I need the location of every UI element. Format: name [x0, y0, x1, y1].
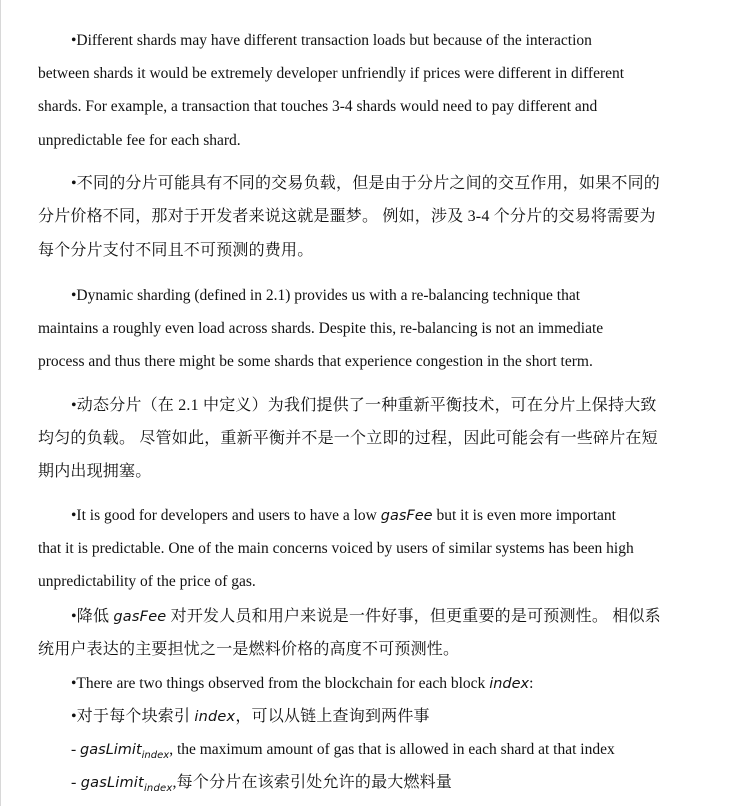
- math-index: index: [489, 676, 530, 692]
- paragraph-line: 统用户表达的主要担忧之一是燃料价格的高度不可预测性。: [38, 641, 460, 658]
- text-run: but it is even more important: [432, 507, 616, 524]
- paragraph-line: •Dynamic sharding (defined in 2.1) provides us with a re-balancing technique that: [71, 287, 581, 304]
- paragraph-line: 分片价格不同，那对于开发者来说这就是噩梦。 例如，涉及 3-4 个分片的交易将需要为: [38, 208, 656, 225]
- math-base: gasLimit: [80, 742, 142, 758]
- paragraph-line: unpredictability of the price of gas.: [38, 573, 256, 590]
- text-run: :: [529, 675, 534, 692]
- math-gasfee: gasFee: [380, 508, 433, 524]
- paragraph-line: shards. For example, a transaction that touches 3-4 shards would need to pay different and: [38, 98, 598, 115]
- text-run: -: [71, 741, 81, 758]
- paragraph-line: •动态分片（在 2.1 中定义）为我们提供了一种重新平衡技术，可在分片上保持大致: [71, 397, 657, 414]
- text-run: ，可以从链上查询到两件事: [235, 708, 430, 725]
- paragraph-line: process and thus there might be some shards that experience congestion in the short term.: [38, 353, 593, 370]
- paragraph-line: [71, 673, 533, 695]
- math-gasfee: gasFee: [113, 609, 167, 625]
- text-run: ,每个分片在该索引处允许的最大燃料量: [172, 774, 453, 791]
- paragraph-line: •不同的分片可能具有不同的交易负载，但是由于分片之间的交互作用，如果不同的: [71, 175, 661, 192]
- paragraph-line: maintains a roughly even load across shards. Despite this, re-balancing is not an immediate: [38, 320, 604, 337]
- paragraph-line: [71, 739, 615, 761]
- paragraph-line: unpredictable fee for each shard.: [38, 132, 241, 149]
- paragraph-line: 期内出现拥塞。: [38, 463, 152, 480]
- paragraph-line: 均匀的负载。 尽管如此，重新平衡并不是一个立即的过程，因此可能会有一些碎片在短: [38, 430, 658, 447]
- paragraph-line: [71, 606, 661, 628]
- text-run: -: [71, 774, 81, 791]
- paragraph-line: [71, 706, 430, 728]
- text-run: •It is good for developers and users to have a low: [71, 507, 381, 524]
- text-run: •降低: [71, 608, 114, 625]
- paragraph-line: 每个分片支付不同且不可预测的费用。: [38, 242, 314, 259]
- text-run: •There are two things observed from the blockchain for each block: [71, 675, 490, 692]
- math-gaslimit: [80, 775, 173, 794]
- page-edge: [0, 0, 1, 806]
- text-run: •对于每个块索引: [71, 708, 195, 725]
- text-run: , the maximum amount of gas that is allowed in each shard at that index: [169, 741, 615, 758]
- paragraph-line: [71, 772, 452, 794]
- math-index: index: [194, 709, 236, 725]
- paragraph-line: •Different shards may have different transaction loads but because of the interaction: [71, 32, 592, 49]
- paragraph-line: between shards it would be extremely developer unfriendly if prices were different in different: [38, 65, 625, 82]
- math-subscript: index: [141, 750, 170, 761]
- math-gaslimit: [80, 742, 170, 761]
- math-subscript: index: [143, 783, 173, 794]
- paragraph-line: that it is predictable. One of the main concerns voiced by users of similar systems has been high: [38, 540, 634, 557]
- text-run: 对开发人员和用户来说是一件好事，但更重要的是可预测性。 相似系: [166, 608, 661, 625]
- math-base: gasLimit: [80, 775, 144, 791]
- paragraph-line: [71, 505, 616, 527]
